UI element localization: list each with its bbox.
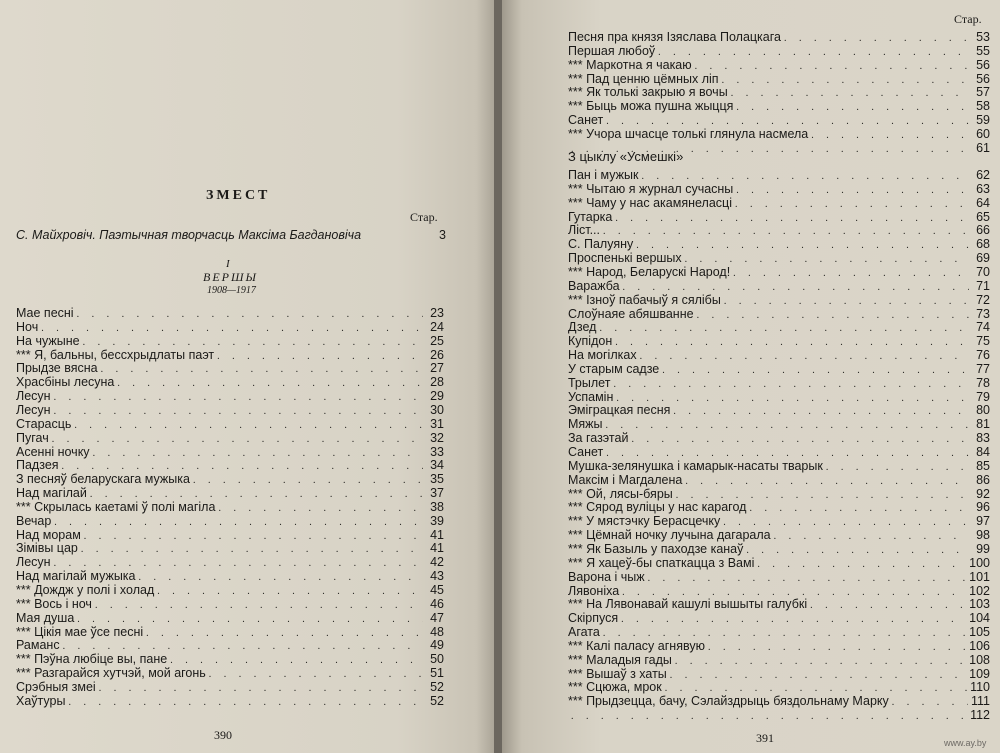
toc-entry-page: 30 xyxy=(430,402,444,417)
toc-entry-page: 52 xyxy=(430,679,444,694)
toc-entry-title: Над магілай xyxy=(16,486,87,501)
toc-entry xyxy=(16,403,444,417)
toc-entry-title: Пан і мужык xyxy=(568,168,639,182)
toc-entry xyxy=(568,30,990,44)
section-number: I xyxy=(226,258,230,270)
toc-entry-title: *** Вышаў з хаты xyxy=(568,666,667,681)
toc-entry-title: *** Як толькі закрыю я вочы xyxy=(568,85,728,100)
dot-leader xyxy=(68,696,423,710)
toc-entry-title: *** Як Базыль у паходзе канаў xyxy=(568,541,744,556)
toc-entry xyxy=(16,306,444,320)
toc-entry-title: Мае песні xyxy=(16,306,74,320)
toc-entry xyxy=(16,500,444,514)
toc-entry xyxy=(568,459,990,473)
toc-entry-page: 23 xyxy=(430,306,444,320)
toc-entry xyxy=(16,625,444,639)
toc-entry xyxy=(568,237,990,251)
toc-entry xyxy=(568,210,990,224)
toc-entry xyxy=(16,680,444,694)
toc-entry-title: *** На Лявонавай кашулі вышыты галубкі xyxy=(568,597,808,612)
toc-entry xyxy=(568,72,990,86)
toc-entry xyxy=(16,652,444,666)
toc-entry xyxy=(568,334,990,348)
section-years: 1908—1917 xyxy=(207,285,256,296)
toc-entry-title: Хаўтуры xyxy=(16,693,66,708)
toc-entry xyxy=(16,486,444,500)
page-column-label: Стар. xyxy=(410,210,438,224)
toc-entry-title: Зімівы цар xyxy=(16,541,78,556)
toc-title: ЗМЕСТ xyxy=(206,188,271,203)
toc-entry-title: *** Народ, Беларускі Народ! xyxy=(568,264,731,279)
toc-entry xyxy=(16,389,444,403)
toc-entry-title: *** Чытаю я журнал сучасны xyxy=(568,181,734,196)
toc-entry-page: 66 xyxy=(976,223,990,238)
page-number: 391 xyxy=(756,731,774,745)
toc-entry-title: За газэтай xyxy=(568,431,629,446)
toc-entry xyxy=(16,431,444,445)
toc-entry-page: 73 xyxy=(976,306,990,321)
toc-entry-title: *** Вось і ноч xyxy=(16,596,92,611)
toc-entry-title: Скірпуся xyxy=(568,611,619,626)
toc-entry-title: Пугач xyxy=(16,430,49,445)
toc-entry-page: 75 xyxy=(976,334,990,349)
toc-entry-title: Варажба xyxy=(568,278,620,293)
toc-entry-page: 35 xyxy=(430,472,444,487)
toc-entry xyxy=(568,597,990,611)
toc-entry xyxy=(568,708,990,722)
toc-entry xyxy=(568,168,990,182)
toc-entry-title: *** Дождж у полі і холад xyxy=(16,583,155,597)
toc-entry xyxy=(568,265,990,279)
toc-entry-page: 58 xyxy=(976,99,990,114)
toc-entry-title: Песня пра князя Ізяслава Полацкага xyxy=(568,30,781,44)
toc-entry-title: Старасць xyxy=(16,416,72,431)
toc-entry-page: 72 xyxy=(976,292,990,307)
toc-entry-page: 78 xyxy=(976,375,990,390)
toc-entry-page: 29 xyxy=(430,389,444,404)
toc-entry-page: 37 xyxy=(430,486,444,501)
toc-entry xyxy=(568,127,990,141)
toc-entry-title: Першая любоў xyxy=(568,43,656,58)
toc-entry xyxy=(568,99,990,113)
toc-entry-page: 76 xyxy=(976,348,990,363)
toc-entry-page: 59 xyxy=(976,113,990,128)
toc-entry-page: 80 xyxy=(976,403,990,418)
toc-entry-page: 83 xyxy=(976,431,990,446)
toc-entry-page: 100 xyxy=(969,555,990,570)
toc-entry-title: Слоўнаяе абяшванне xyxy=(568,306,694,321)
toc-entry-page: 104 xyxy=(969,611,990,626)
toc-entry-title: *** Маладыя гады xyxy=(568,652,672,667)
toc-entry xyxy=(568,584,990,598)
toc-entry-page: 38 xyxy=(430,499,444,514)
toc-entry-title: Падзея xyxy=(16,458,59,473)
section-title: ВЕРШЫ xyxy=(203,270,258,284)
toc-entry-page: 71 xyxy=(976,278,990,293)
left-page xyxy=(0,0,496,753)
toc-entry-title: *** Скрылась каетамі ў полі магіла xyxy=(16,499,216,514)
toc-entry-title: Купідон xyxy=(568,334,613,349)
toc-entry-title: Проспенькі вершых xyxy=(568,251,682,266)
toc-entry-title: Ліст... xyxy=(568,223,600,238)
toc-entry xyxy=(16,361,444,375)
toc-entry-title: Дзед xyxy=(568,320,597,335)
toc-entry xyxy=(16,528,444,542)
toc-entry-page: 106 xyxy=(969,638,990,653)
toc-entry-page: 31 xyxy=(430,416,444,431)
toc-entry-page: 43 xyxy=(430,569,444,584)
toc-entry-page: 49 xyxy=(430,638,444,653)
toc-entry xyxy=(568,487,990,501)
toc-entry-title: *** Ой, лясы-бяры xyxy=(568,486,673,501)
toc-entry xyxy=(16,694,444,708)
toc-entry-title: *** Цёмнай ночку лучына дагарала xyxy=(568,528,771,543)
toc-entry-title: Раманс xyxy=(16,638,60,653)
toc-entry-title: *** У мястэчку Берасцечку xyxy=(568,514,721,529)
toc-entry xyxy=(568,667,990,681)
toc-entry-page: 86 xyxy=(976,472,990,487)
toc-entry xyxy=(568,473,990,487)
toc-entry-title: *** Пэўна любіце вы, пане xyxy=(16,652,168,667)
toc-entry-title: Асенні ночку xyxy=(16,444,90,459)
toc-entry-page: 50 xyxy=(430,652,444,667)
toc-entry-page: 39 xyxy=(430,513,444,528)
toc-entry-title: *** Разгарайся хутчэй, мой агонь xyxy=(16,666,206,681)
toc-entry xyxy=(16,417,444,431)
toc-entry-title: *** Учора шчасце толькі глянула насмела xyxy=(568,126,809,141)
toc-entry-page: 60 xyxy=(976,126,990,141)
toc-entry-title: Над морам xyxy=(16,527,81,542)
toc-entry xyxy=(568,611,990,625)
toc-entry-title: *** Сярод вуліцы у нас карагод xyxy=(568,500,747,515)
toc-entry-page: 103 xyxy=(969,597,990,612)
toc-entry-page: 102 xyxy=(969,583,990,598)
toc-entry xyxy=(16,320,444,334)
toc-entry-page: 48 xyxy=(430,624,444,639)
toc-entry-title: З песняў беларускага мужыка xyxy=(16,472,190,487)
toc-entry-page: 68 xyxy=(976,237,990,252)
toc-entry-title: *** Чаму у нас акамянеласці xyxy=(568,195,732,210)
toc-entry-page: 47 xyxy=(430,610,444,625)
intro-title: С. Майхровіч. Паэтычная творчасць Максіма Багдановіча xyxy=(16,228,362,242)
toc-entry xyxy=(16,597,444,611)
toc-entry xyxy=(568,376,990,390)
toc-entry xyxy=(568,348,990,362)
toc-entry xyxy=(16,445,444,459)
toc-entry-page: 84 xyxy=(976,445,990,459)
toc-entry-page: 85 xyxy=(976,458,990,473)
watermark: www.ay.by xyxy=(944,738,987,748)
toc-entry-title: Срэбныя змеі xyxy=(16,679,96,694)
toc-entry-page: 99 xyxy=(976,541,990,556)
toc-entry-title: Мяжы xyxy=(568,417,603,432)
toc-entry xyxy=(16,611,444,625)
toc-entry xyxy=(16,555,444,569)
toc-entry-page: 63 xyxy=(976,181,990,196)
toc-entry xyxy=(16,541,444,555)
page-number: 390 xyxy=(214,728,232,742)
toc-entry-title: Мушка-зелянушка і камарык-насаты тварык xyxy=(568,458,823,473)
toc-entry-page: 108 xyxy=(969,652,990,667)
toc-entry xyxy=(16,666,444,680)
toc-entry-title: *** Быць можа пушна жыцця xyxy=(568,99,734,114)
intro-page: 3 xyxy=(439,228,446,242)
toc-entry-page: 32 xyxy=(430,430,444,445)
toc-entry xyxy=(568,44,990,58)
toc-entry xyxy=(568,431,990,445)
toc-entry-page: 74 xyxy=(976,320,990,335)
toc-entry xyxy=(568,680,990,694)
toc-entry xyxy=(568,542,990,556)
toc-entry xyxy=(568,279,990,293)
toc-entry-page: 41 xyxy=(430,527,444,542)
toc-entry-title: *** Я хацеў-бы спаткацца з Вамі xyxy=(568,555,755,570)
toc-entry-title: *** Пад ценню цёмных ліп xyxy=(568,71,719,86)
toc-entry-page: 42 xyxy=(430,555,444,570)
toc-entry xyxy=(568,639,990,653)
toc-entry-page: 62 xyxy=(976,168,990,182)
toc-entry-page: 27 xyxy=(430,361,444,376)
toc-entry xyxy=(568,223,990,237)
toc-entry-page: 61 xyxy=(976,140,990,155)
toc-entry-page: 98 xyxy=(976,528,990,543)
toc-entry xyxy=(568,85,990,99)
toc-entry-title: Агата xyxy=(568,625,600,640)
toc-entry xyxy=(568,556,990,570)
toc-entry-page: 69 xyxy=(976,251,990,266)
toc-entry xyxy=(16,583,444,597)
toc-entry-page: 52 xyxy=(430,693,444,708)
toc-entry-title: Санет xyxy=(568,445,604,459)
toc-entry-title: Санет xyxy=(568,113,604,128)
toc-entry-page: 56 xyxy=(976,57,990,72)
toc-entry-title: Гутарка xyxy=(568,209,613,224)
toc-entry-page: 57 xyxy=(976,85,990,100)
toc-entry xyxy=(568,182,990,196)
toc-entry-title: *** Маркотна я чакаю xyxy=(568,57,692,72)
toc-entry-title: На чужыне xyxy=(16,333,80,348)
toc-entry-title: *** Сцюжа, мрок xyxy=(568,680,662,695)
toc-entry xyxy=(568,625,990,639)
toc-entry-page: 109 xyxy=(969,666,990,681)
toc-entry-page: 81 xyxy=(976,417,990,432)
cycle-title: З цыклу «Усмешкі» xyxy=(568,149,684,164)
toc-entry-page: 51 xyxy=(430,666,444,681)
toc-entry-page: 110 xyxy=(970,680,990,695)
toc-entry xyxy=(568,653,990,667)
toc-entry-page: 56 xyxy=(976,71,990,86)
toc-entry-page: 92 xyxy=(976,486,990,501)
toc-entry-title: Лесун xyxy=(16,555,51,570)
toc-entry xyxy=(568,694,990,708)
toc-entry-title: Храсбіны лесуна xyxy=(16,375,115,390)
toc-entry-page: 41 xyxy=(430,541,444,556)
toc-entry xyxy=(568,500,990,514)
page-column-label: Стар. xyxy=(954,12,982,26)
toc-entry xyxy=(568,293,990,307)
toc-entry xyxy=(568,417,990,431)
toc-entry xyxy=(568,514,990,528)
toc-entry-title: Лявоніха xyxy=(568,583,620,598)
toc-entry-title: *** Я, бальны, бессхрыдлаты паэт xyxy=(16,347,215,362)
toc-entry-page: 65 xyxy=(976,209,990,224)
toc-entry-page: 34 xyxy=(430,458,444,473)
toc-entry-title: Успамін xyxy=(568,389,614,404)
toc-entry xyxy=(568,390,990,404)
toc-entry xyxy=(568,570,990,584)
toc-entry-page: 97 xyxy=(976,514,990,529)
toc-entry xyxy=(16,569,444,583)
toc-entry-title: Максім і Магдалена xyxy=(568,472,683,487)
toc-entry-page: 28 xyxy=(430,375,444,390)
toc-entry xyxy=(568,320,990,334)
toc-entry-title: С. Палуяну xyxy=(568,237,634,252)
toc-entry xyxy=(568,445,990,459)
toc-entry-page: 101 xyxy=(969,569,990,584)
toc-entry-page: 111 xyxy=(970,694,990,709)
toc-entry-title: Над магілай мужыка xyxy=(16,569,136,584)
toc-entry xyxy=(16,458,444,472)
toc-entry xyxy=(16,472,444,486)
toc-entry xyxy=(568,403,990,417)
toc-entry xyxy=(16,334,444,348)
toc-entry-page: 46 xyxy=(430,596,444,611)
toc-entry-page: 24 xyxy=(430,319,444,334)
toc-entry xyxy=(568,251,990,265)
toc-entry-page: 33 xyxy=(430,444,444,459)
toc-entry-page: 112 xyxy=(970,708,990,723)
toc-entry-page: 79 xyxy=(976,389,990,404)
toc-entry-title: *** Калі паласу агнявую xyxy=(568,638,705,653)
toc-entry-title: *** Цікія мае ўсе песні xyxy=(16,624,144,639)
toc-entry-page: 55 xyxy=(976,43,990,58)
dot-leader xyxy=(571,710,967,724)
toc-entry-title: Ноч xyxy=(16,319,39,334)
toc-entry-title: Лесун xyxy=(16,389,51,404)
toc-entry-title: Эміграцкая песня xyxy=(568,403,671,418)
toc-entry xyxy=(16,375,444,389)
toc-entry-page: 26 xyxy=(430,347,444,362)
toc-entry-title: Прыдзе вясна xyxy=(16,361,98,376)
toc-entry-title: Лесун xyxy=(16,402,51,417)
toc-entry-page: 77 xyxy=(976,361,990,376)
toc-entry-page: 105 xyxy=(969,625,990,640)
toc-entry xyxy=(568,58,990,72)
right-page xyxy=(502,0,1000,753)
toc-entry-title: У старым садзе xyxy=(568,361,660,376)
toc-entry-page: 70 xyxy=(976,264,990,279)
toc-entry xyxy=(568,196,990,210)
toc-entry-page: 53 xyxy=(976,30,990,44)
toc-entry-title: Мая душа xyxy=(16,610,75,625)
toc-entry-title: Трылет xyxy=(568,375,611,390)
intro-entry xyxy=(16,228,446,242)
toc-entry xyxy=(16,348,444,362)
toc-entry-page: 45 xyxy=(430,583,444,597)
toc-entry xyxy=(568,528,990,542)
toc-entry-page: 64 xyxy=(976,195,990,210)
toc-entry-page: 25 xyxy=(430,333,444,348)
toc-entry xyxy=(16,514,444,528)
toc-entry xyxy=(568,307,990,321)
toc-entry-title: *** Прыдзецца, бачу, Сэлайздрыць бяздольнаму Марку xyxy=(568,694,889,709)
toc-entry xyxy=(568,113,990,127)
toc-entry xyxy=(16,638,444,652)
toc-entry-title: Вечар xyxy=(16,513,52,528)
toc-entry-title: *** Ізноў пабачыў я сялібы xyxy=(568,292,721,307)
toc-entry-page: 96 xyxy=(976,500,990,515)
toc-entry-title: Варона і чыж xyxy=(568,569,645,584)
toc-entry-title: На могілках xyxy=(568,348,637,363)
toc-entry xyxy=(568,362,990,376)
